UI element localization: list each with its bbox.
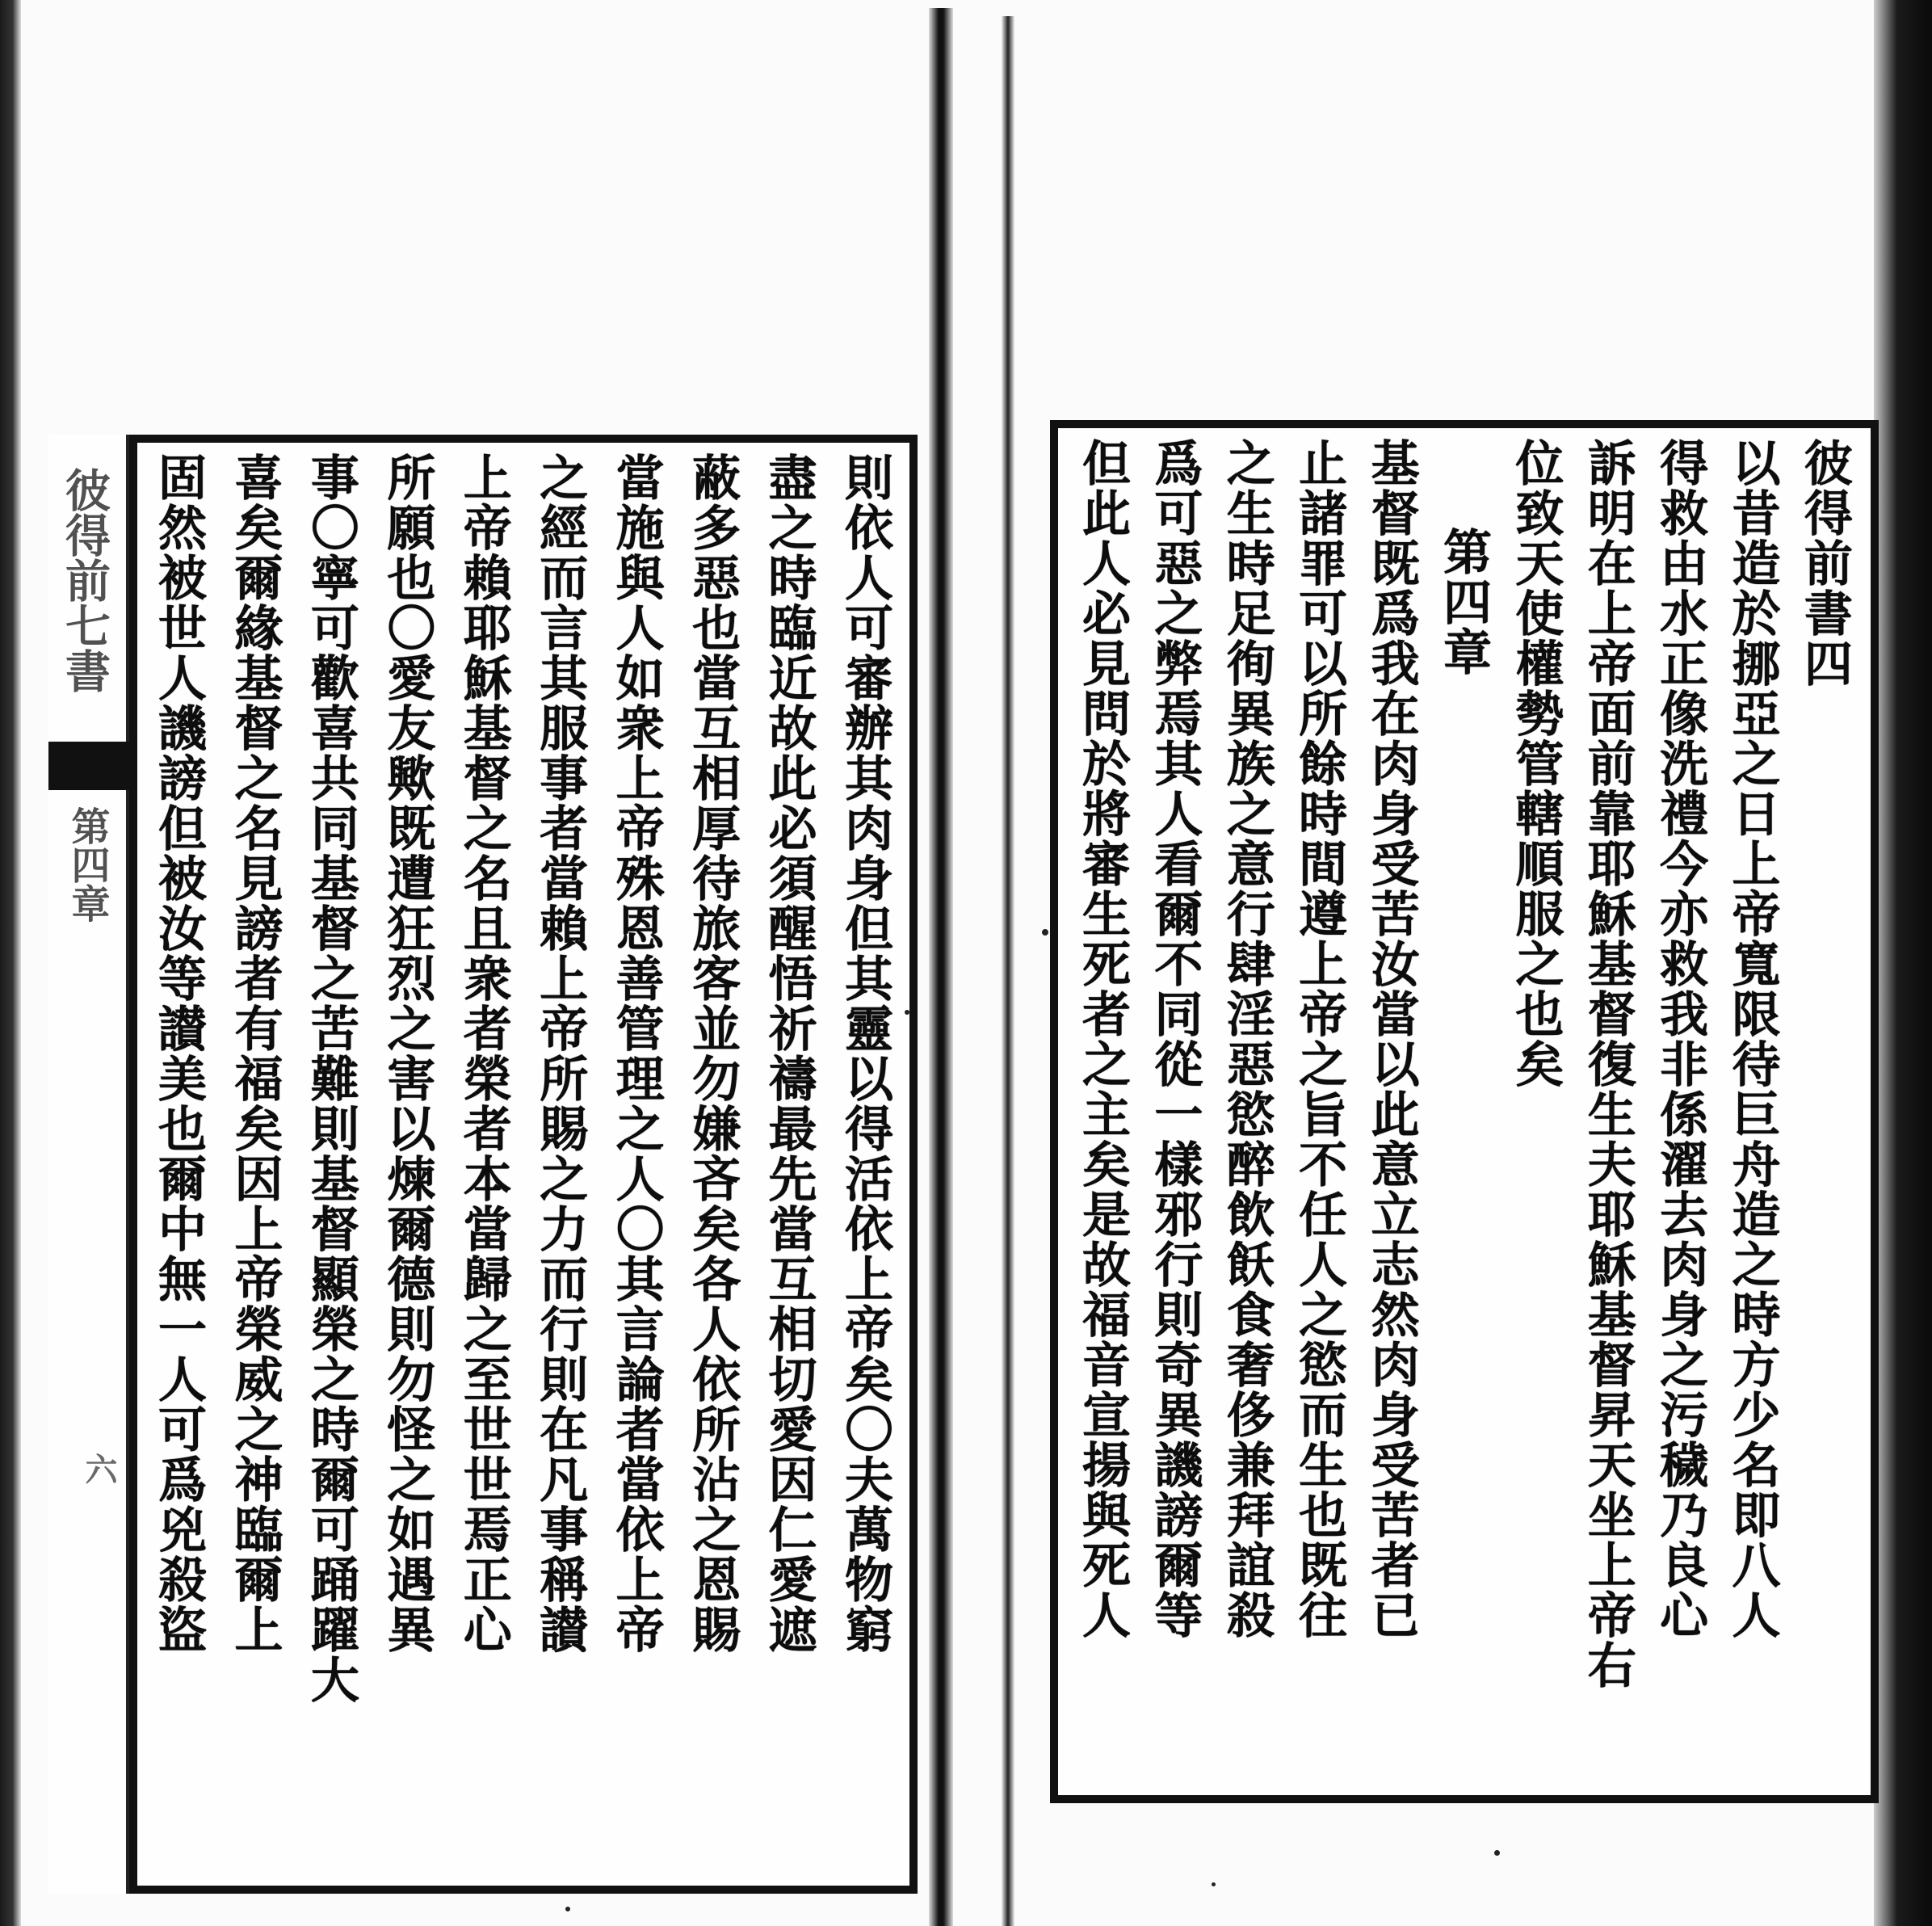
text-column: 則依人可審辦其肉身但其靈以得活依上帝矣〇夫萬物窮 [836,452,893,1655]
left-page-text [145,452,898,1874]
text-column: 蔽多惡也當互相厚待旅客並勿嫌吝矣各人依所沾之恩賜 [684,452,741,1655]
right-page-text [1069,438,1858,1784]
scan-speck [1042,929,1048,936]
chapter-heading: 第四章 [1434,527,1492,677]
text-column: 止諸罪可以所餘時間遵上帝之旨不任人之慾而生也既往 [1291,438,1348,1640]
text-column: 以昔造於挪亞之日上帝寬限待巨舟造之時方少名即八人 [1724,438,1781,1640]
scan-speck [1212,1882,1216,1886]
text-column: 得救由水正像洗禮今亦救我非係濯去肉身之污穢乃良心 [1652,438,1709,1640]
text-column: 所願也〇愛友歟既遭狂烈之害以煉爾德則勿怪之如遇異 [379,452,436,1655]
text-column: 但此人必見問於將審生死者之主矣是故福音宣揚與死人 [1074,438,1131,1640]
scan-speck [905,1010,909,1015]
scan-edge-right [1874,0,1932,1926]
text-column: 事〇寧可歡喜共同基督之苦難則基督顯榮之時爾可踊躍大 [302,452,359,1705]
text-column: 位致天使權勢管轄順服之也矣 [1507,438,1564,1089]
text-column: 上帝賴耶穌基督之名且衆者榮者本當歸之至世世焉正心 [455,452,512,1655]
text-column: 當施與人如衆上帝殊恩善管理之人〇其言論者當依上帝 [607,452,665,1655]
scan-speck [1494,1850,1500,1856]
scan-edge-left [0,0,21,1926]
margin-folio-number: 六 [80,1453,118,1485]
text-column: 之經而言其服事者當賴上帝所賜之力而行則在凡事稱讃 [531,452,589,1655]
running-header-column: 彼得前書四 [1796,438,1853,688]
book-fold-line-secondary [1002,16,1014,1926]
margin-book-title: 彼得前七書 [58,467,111,693]
text-column: 盡之時臨近故此必須醒悟祈禱最先當互相切愛因仁愛遮 [760,452,817,1655]
text-column: 之生時足徇異族之意行肆淫惡慾醉飲飫食奢侈兼拜誼殺 [1218,438,1275,1640]
left-page-margin [48,435,129,1894]
text-column: 爲可惡之弊焉其人看爾不同從一樣邪行則奇異譏謗爾等 [1146,438,1203,1640]
text-column: 喜矣爾緣基督之名見謗者有福矣因上帝榮威之神臨爾上 [226,452,284,1655]
margin-chapter-label: 第四章 [65,806,110,923]
book-fold-line [929,8,953,1926]
text-column: 固然被世人譏謗但被汝等讃美也爾中無一人可爲兇殺盜 [150,452,207,1655]
text-column: 訴明在上帝面前靠耶穌基督復生夫耶穌基督昇天坐上帝右 [1579,438,1636,1690]
right-page [1050,420,1879,1803]
margin-fishtail-block [48,742,129,790]
scan-speck [565,1907,570,1911]
text-column: 基督既爲我在肉身受苦汝當以此意立志然肉身受苦者已 [1363,438,1420,1640]
left-page [48,435,918,1894]
